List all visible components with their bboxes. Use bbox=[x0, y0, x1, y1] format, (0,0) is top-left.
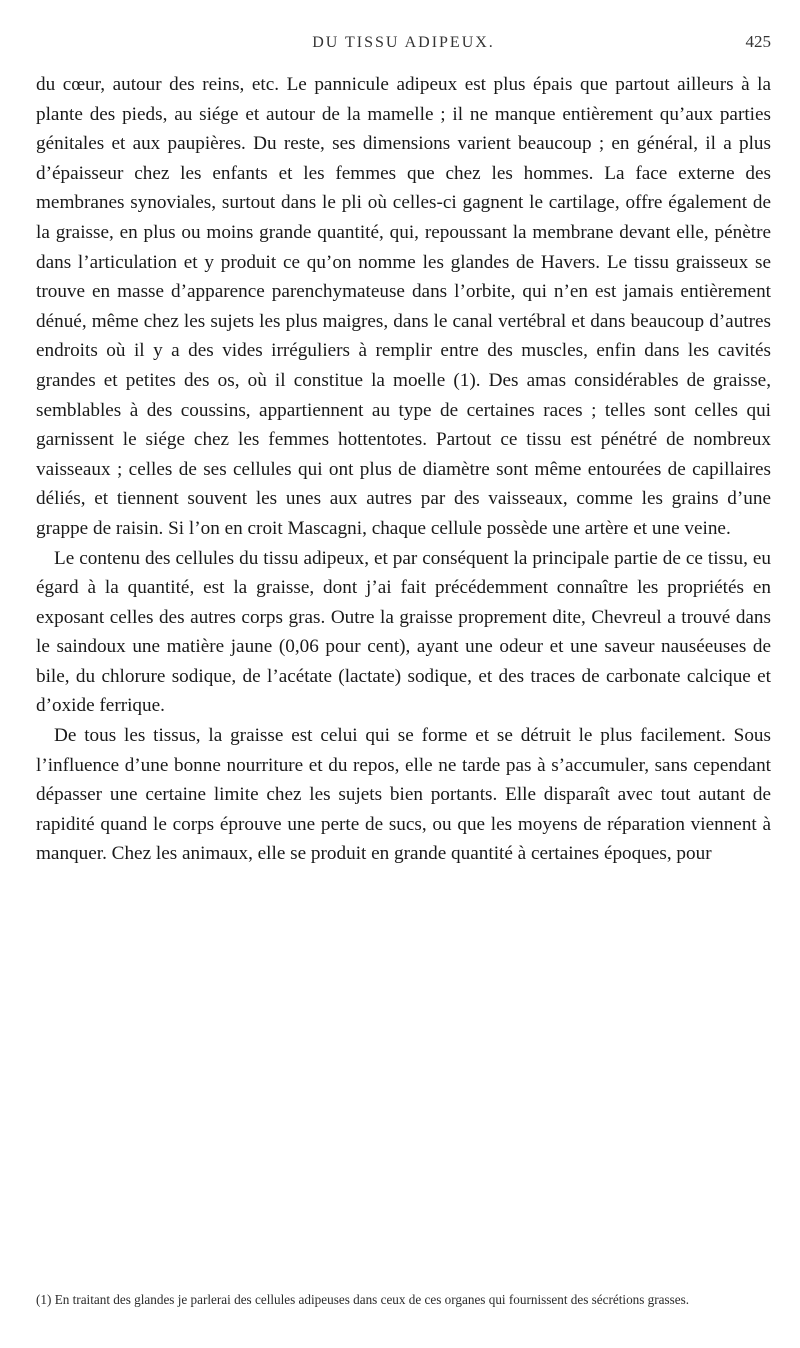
footnote-marker: (1) bbox=[36, 1292, 52, 1307]
main-text bbox=[36, 70, 771, 869]
footnote-text: En traitant des glandes je parlerai des cellules adipeuses dans ceux de ces organes qui fournissent des sécrétions grasses. bbox=[54, 1292, 690, 1307]
paragraph-2: Le contenu des cellules du tissu adipeux, et par conséquent la principale partie de ce tissu, eu égard à la quantité, est la graisse, dont j’ai fait précédemment connaître les propriétés en exposant celles des autres corps gras. Outre la graisse proprement dite, Chevreul a trouvé dans le saindoux une matière jaune (0,06 pour cent), ayant une odeur et une saveur nauséeuses de bile, du chlorure sodique, de l’acétate (lactate) sodique, et des traces de carbonate calcique et d’oxide ferrique. bbox=[36, 547, 771, 717]
paragraph-3: De tous les tissus, la graisse est celui qui se forme et se détruit le plus facilement. Sous l’influence d’une bonne nourriture et du repos, elle ne tarde pas à s’accumuler, sans cependant dépasser une certaine limite chez les sujets bien portants. Elle disparaît avec tout autant de rapidité quand le corps éprouve une perte de sucs, ou que les moyens de réparation viennent à manquer. Chez les animaux, elle se produit en grande quantité à certaines époques, pour bbox=[36, 725, 771, 865]
footnote bbox=[36, 1290, 771, 1309]
book-page bbox=[36, 0, 771, 869]
paragraph-1: du cœur, autour des reins, etc. Le pannicule adipeux est plus épais que partout ailleurs à la plante des pieds, au siége et autour de la mamelle ; il ne manque entièrement qu’aux parties génitales et aux paupières. Du reste, ses dimensions varient beaucoup ; en général, il a plus d’épaisseur chez les enfants et les femmes que chez les hommes. La face externe des membranes synoviales, surtout dans le pli où celles-ci gagnent le cartilage, offre également de la graisse, en plus ou moins grande quantité, qui, repoussant la membrane devant elle, pénètre dans l’articulation et y produit ce qu’on nomme les glandes de Havers. Le tissu graisseux se trouve en masse d’apparence parenchymateuse dans l’orbite, qui n’en est jamais entièrement dénué, même chez les sujets les plus maigres, dans le canal vertébral et dans beaucoup d’autres endroits où il y a des vides irréguliers à remplir entre des muscles, enfin dans les cavités grandes et petites des os, où il constitue la moelle (1). Des amas considérables de graisse, semblables à des coussins, appartiennent au type de certaines races ; telles sont celles qui garnissent le siége chez les femmes hottentotes. Partout ce tissu est pénétré de nombreux vaisseaux ; celles de ses cellules qui ont plus de diamètre sont même entourées de capillaires déliés, et tiennent souvent les unes aux autres par des vaisseaux, comme les grains d’une grappe de raisin. Si l’on en croit Mascagni, chaque cellule possède une artère et une veine. bbox=[36, 74, 771, 539]
running-title: DU TISSU ADIPEUX. bbox=[312, 34, 495, 51]
running-head bbox=[36, 0, 771, 70]
page-number: 425 bbox=[745, 32, 771, 51]
